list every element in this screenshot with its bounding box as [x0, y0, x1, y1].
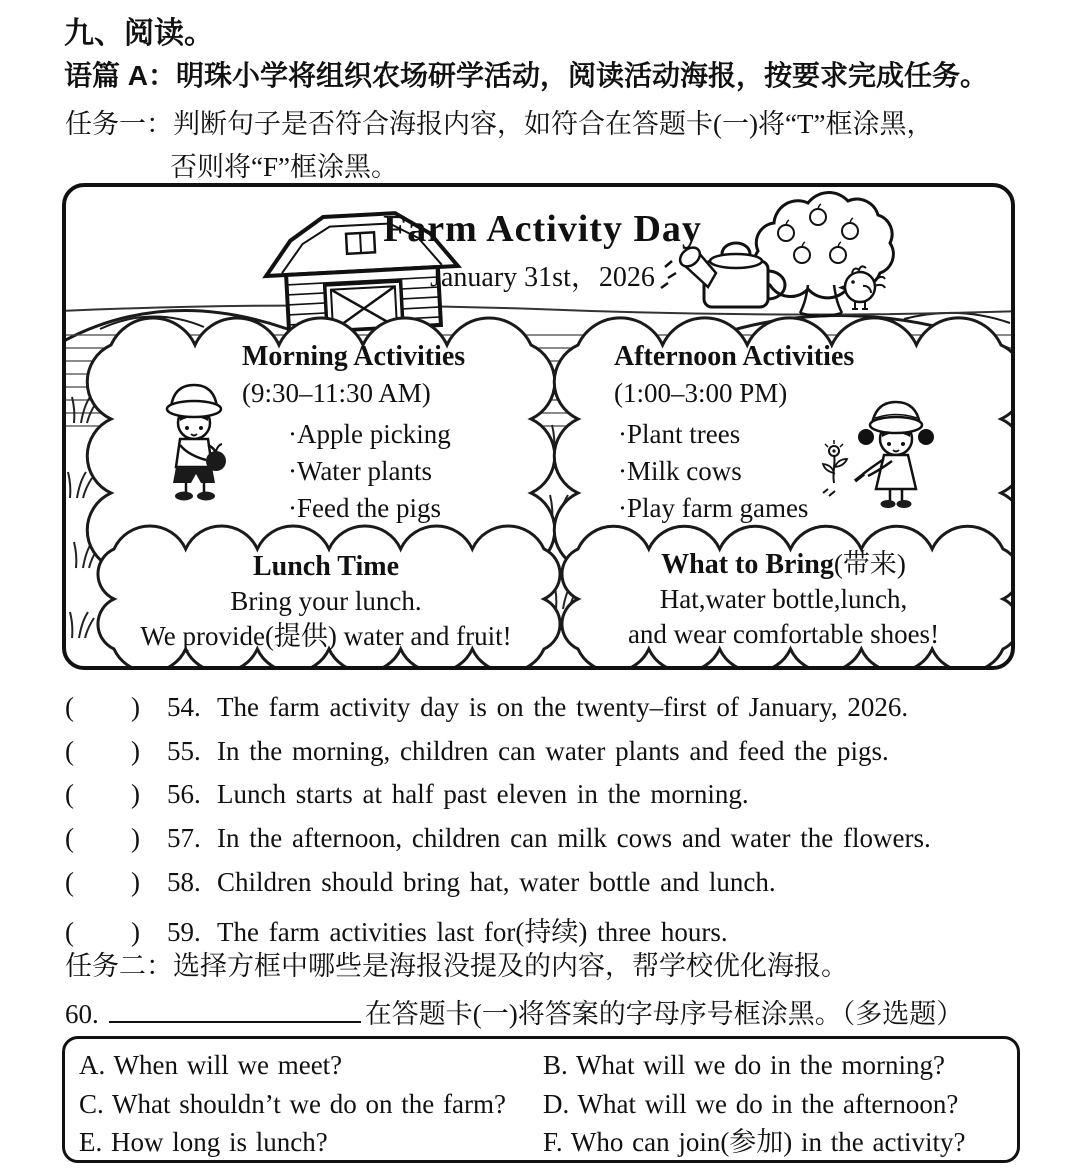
true-false-questions [65, 692, 931, 954]
option-e: E. How long is lunch? [79, 1127, 328, 1157]
what-to-bring-block [571, 547, 996, 652]
question-number: 57. [167, 823, 201, 854]
answer-paren-open: ( [65, 823, 74, 854]
afternoon-item: ·Plant trees [618, 419, 741, 449]
bring-line1: Hat,water bottle,lunch, [659, 584, 908, 614]
afternoon-time: (1:00–3:00 PM) [614, 378, 788, 408]
question-number: 58. [167, 866, 201, 897]
lunch-line2: We provide(提供) water and fruit! [140, 621, 512, 651]
lunch-time-block [106, 549, 546, 654]
option-f: F. Who can join(参加) in the activity? [543, 1127, 966, 1157]
question-row-57 [65, 823, 931, 867]
option-d: D. What will we do in the afternoon? [543, 1088, 959, 1119]
answer-blank [109, 989, 361, 1023]
afternoon-item: ·Milk cows [618, 456, 742, 486]
question-number: 54. [167, 692, 201, 722]
task1-instruction-line1: 任务一：判断句子是否符合海报内容，如符合在答题卡(一)将“T”框涂黑， [65, 109, 934, 139]
answer-paren-close: ) [131, 692, 140, 722]
answer-paren-open: ( [65, 779, 74, 810]
question-number: 56. [167, 779, 201, 810]
morning-item: ·Feed the pigs [288, 493, 441, 523]
question-text: The farm activity day is on the twenty–first of January, 2026. [217, 692, 909, 722]
answer-paren-close: ) [131, 917, 140, 948]
question-text: In the afternoon, children can milk cows and water the flowers. [217, 823, 931, 854]
answer-paren-close: ) [131, 779, 140, 810]
answer-paren-close: ) [131, 735, 140, 766]
morning-heading: Morning Activities [242, 341, 466, 372]
afternoon-item: ·Play farm games [618, 493, 809, 523]
question-row-56 [65, 779, 931, 823]
answer-paren-close: ) [131, 866, 140, 897]
morning-time: (9:30–11:30 AM) [242, 378, 431, 408]
poster-title: Farm Activity Day [383, 208, 702, 250]
option-b: B. What will we do in the morning? [543, 1050, 945, 1080]
question-row-54 [65, 692, 931, 736]
question-text: In the morning, children can water plants and feed the pigs. [217, 735, 889, 766]
question-text: The farm activities last for(持续) three hours. [217, 917, 728, 948]
answer-paren-open: ( [65, 917, 74, 948]
task2-instruction: 任务二：选择方框中哪些是海报没提及的内容，帮学校优化海报。 [65, 951, 848, 981]
question-number: 60. [65, 999, 99, 1029]
question-number: 59. [167, 917, 201, 948]
options-box [62, 1036, 1020, 1163]
task1-instruction-line2: 否则将“F”框涂黑。 [170, 152, 398, 182]
morning-item: ·Water plants [288, 456, 433, 486]
answer-paren-close: ) [131, 823, 140, 854]
passage-intro: 语篇 A：明珠小学将组织农场研学活动，阅读活动海报，按要求完成任务。 [64, 60, 989, 91]
farm-activity-poster [62, 183, 1015, 670]
afternoon-activities-block [614, 339, 854, 527]
question-60 [65, 989, 963, 1031]
question-text: 在答题卡(一)将答案的字母序号框涂黑。（多选题） [364, 999, 964, 1029]
lunch-line1: Bring your lunch. [230, 586, 422, 616]
answer-paren-open: ( [65, 866, 74, 897]
section-title: 九、阅读。 [64, 17, 214, 50]
bring-heading: What to Bring [661, 549, 834, 580]
question-number: 55. [167, 735, 201, 766]
afternoon-heading: Afternoon Activities [614, 341, 855, 372]
lunch-heading: Lunch Time [252, 551, 399, 582]
morning-item: ·Apple picking [288, 419, 451, 449]
option-c: C. What shouldn’t we do on the farm? [79, 1088, 506, 1119]
bring-line2: and wear comfortable shoes! [627, 619, 940, 649]
option-a: A. When will we meet? [79, 1050, 343, 1080]
question-text: Children should bring hat, water bottle and lunch. [217, 866, 776, 897]
answer-paren-open: ( [65, 692, 74, 722]
question-row-58 [65, 867, 931, 911]
bring-heading-note: (带来) [833, 549, 906, 579]
poster-date: January 31st，2026 [430, 262, 655, 293]
morning-activities-block [242, 339, 465, 527]
question-row-55 [65, 736, 931, 780]
question-text: Lunch starts at half past eleven in the morning. [217, 779, 749, 810]
answer-paren-open: ( [65, 735, 74, 766]
